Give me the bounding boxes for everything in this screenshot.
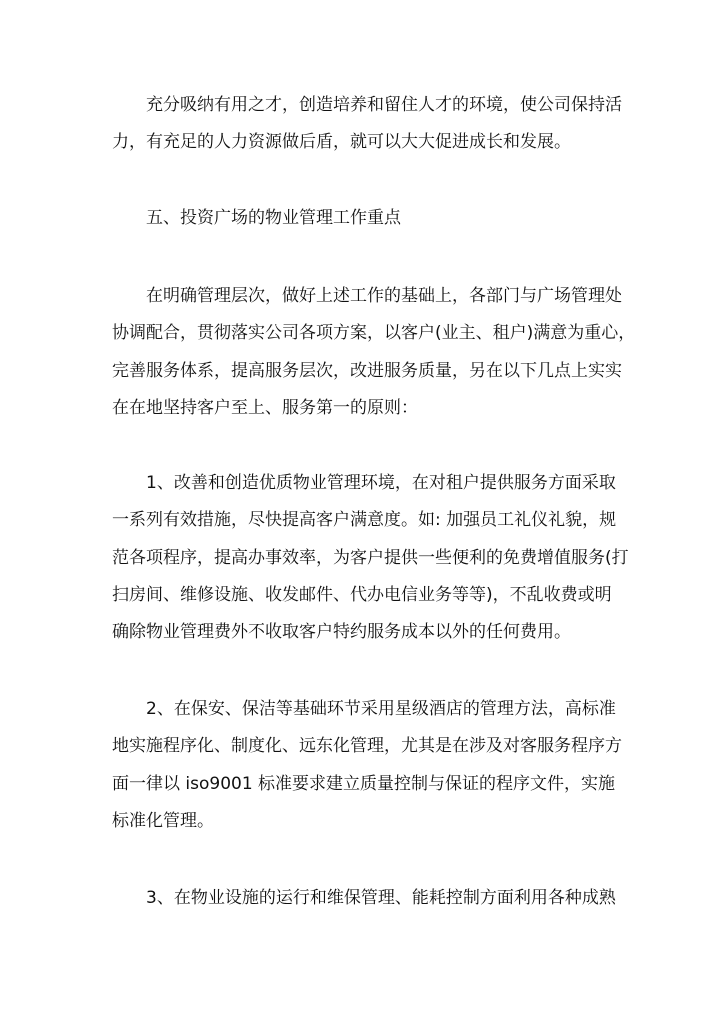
text-line: 在在地坚持客户至上、服务第一的原则： xyxy=(112,397,418,418)
list-item-1 xyxy=(112,465,629,651)
text-line: 1、改善和创造优质物业管理环境，在对租户提供服务方面采取 xyxy=(146,473,616,493)
heading-line: 五、投资广场的物业管理工作重点 xyxy=(146,208,401,228)
list-item-2 xyxy=(112,691,622,840)
section-heading-five xyxy=(112,200,608,237)
text-line: 范各项程序，提高办事效率，为客户提供一些便利的免费增值服务(打 xyxy=(112,547,629,568)
paragraph-principles xyxy=(112,278,636,427)
text-line: 一系列有效措施，尽快提高客户满意度。如: 加强员工礼仪礼貌，规 xyxy=(112,510,617,531)
text-line: 标准化管理。 xyxy=(112,810,214,831)
text-line: 充分吸纳有用之才，创造培养和留住人才的环境，使公司保持活 xyxy=(146,95,622,115)
text-line: 协调配合，贯彻落实公司各项方案，以客户(业主、租户)满意为重心， xyxy=(112,323,636,344)
text-line: 完善服务体系，提高服务层次，改进服务质量，另在以下几点上实实 xyxy=(112,360,622,381)
text-line: 面一律以 iso9001 标准要求建立质量控制与保证的程序文件，实施 xyxy=(112,773,616,794)
text-line: 确除物业管理费外不收取客户特约服务成本以外的任何费用。 xyxy=(112,622,571,643)
list-item-3 xyxy=(112,880,616,917)
text-line: 在明确管理层次，做好上述工作的基础上，各部门与广场管理处 xyxy=(146,286,622,306)
text-line: 力，有充足的人力资源做后盾，就可以大大促进成长和发展。 xyxy=(112,132,571,153)
text-line: 2、在保安、保洁等基础环节采用星级酒店的管理方法，高标准 xyxy=(146,699,616,719)
text-line: 3、在物业设施的运行和维保管理、能耗控制方面利用各种成熟 xyxy=(146,888,616,908)
paragraph-talent xyxy=(112,87,622,162)
text-line: 地实施程序化、制度化、远东化管理，尤其是在涉及对客服务程序方 xyxy=(112,736,622,757)
text-line: 扫房间、维修设施、收发邮件、代办电信业务等等)，不乱收费或明 xyxy=(112,584,612,605)
